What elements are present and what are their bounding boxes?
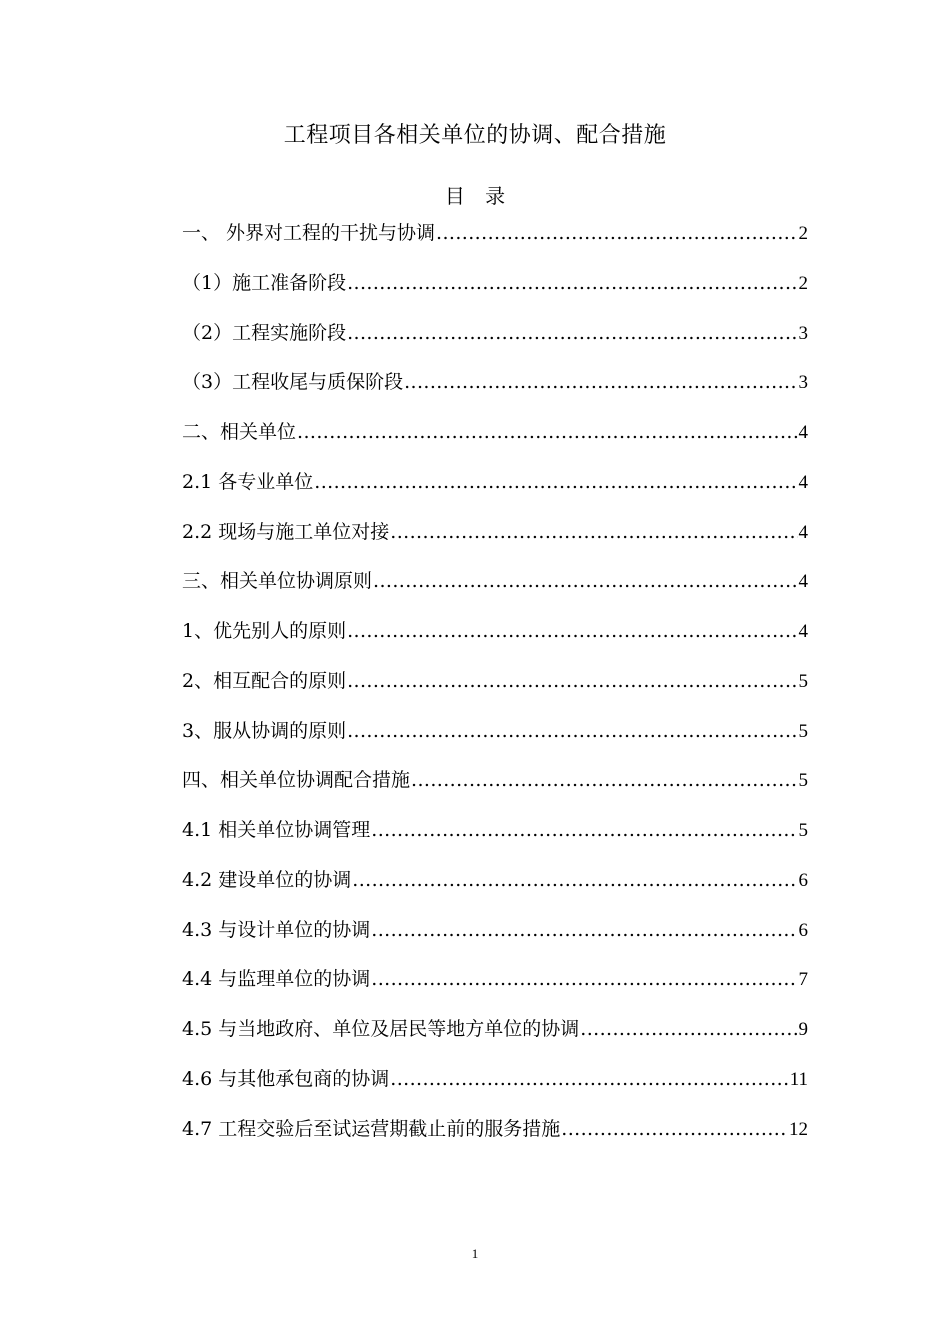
toc-entry[interactable] <box>182 915 808 965</box>
toc-entry[interactable] <box>182 517 808 567</box>
toc-entry-page: 11 <box>789 1068 808 1090</box>
toc-dot-leader <box>352 869 797 891</box>
toc-dot-leader <box>371 919 797 941</box>
table-of-contents <box>182 218 808 1163</box>
toc-entry-label: 4.6 与其他承包商的协调 <box>182 1067 390 1090</box>
toc-entry-label: 一、 外界对工程的干扰与协调 <box>182 222 436 244</box>
toc-dot-leader <box>404 371 797 393</box>
toc-entry-page: 9 <box>798 1019 808 1040</box>
toc-entry-page: 4 <box>798 571 808 593</box>
toc-dot-leader <box>371 819 797 841</box>
toc-entry[interactable] <box>182 964 808 1014</box>
toc-dot-leader <box>411 769 797 791</box>
toc-dot-leader <box>390 521 797 543</box>
toc-entry-label: 4.4 与监理单位的协调 <box>182 968 371 991</box>
document-title: 工程项目各相关单位的协调、配合措施 <box>283 123 667 148</box>
toc-entry-label: 三、相关单位协调原则 <box>182 570 373 593</box>
toc-heading: 目 录 <box>444 184 506 208</box>
toc-entry-label: 4.3 与设计单位的协调 <box>182 918 371 941</box>
toc-entry-page: 6 <box>798 919 808 941</box>
toc-entry-page: 2 <box>798 223 808 244</box>
toc-entry-label: 2.1 各专业单位 <box>182 470 314 493</box>
toc-entry[interactable] <box>182 716 808 766</box>
toc-entry[interactable] <box>182 1014 808 1064</box>
toc-entry[interactable] <box>182 616 808 666</box>
toc-entry-page: 6 <box>798 869 808 891</box>
toc-entry-page: 5 <box>798 770 808 792</box>
toc-entry-page: 4 <box>798 422 808 443</box>
toc-entry-label: 4.1 相关单位协调管理 <box>182 819 371 841</box>
toc-dot-leader <box>347 322 797 344</box>
toc-entry[interactable] <box>182 765 808 815</box>
toc-entry[interactable] <box>182 417 808 467</box>
toc-dot-leader <box>436 222 797 244</box>
toc-entry-label: 二、相关单位 <box>182 421 297 443</box>
toc-entry-page: 7 <box>798 969 808 991</box>
toc-dot-leader <box>371 968 797 990</box>
toc-entry-label: （3）工程收尾与质保阶段 <box>182 371 404 394</box>
toc-entry-page: 12 <box>789 1118 808 1140</box>
toc-entry[interactable] <box>182 666 808 716</box>
toc-entry[interactable] <box>182 268 808 318</box>
toc-entry-label: 4.2 建设单位的协调 <box>182 868 352 891</box>
toc-dot-leader <box>347 720 797 742</box>
toc-entry-label: 2、相互配合的原则 <box>182 669 347 692</box>
toc-entry-label: 4.7 工程交验后至试运营期截止前的服务措施 <box>182 1117 561 1140</box>
toc-entry-label: 3、服从协调的原则 <box>182 719 347 742</box>
toc-entry-page: 3 <box>798 372 808 394</box>
toc-entry[interactable] <box>182 318 808 368</box>
toc-dot-leader <box>314 471 797 493</box>
toc-entry-page: 5 <box>798 820 808 841</box>
toc-entry-label: （1）施工准备阶段 <box>182 271 347 294</box>
toc-dot-leader <box>347 272 797 294</box>
toc-entry[interactable] <box>182 566 808 616</box>
toc-entry-page: 3 <box>798 322 808 344</box>
toc-entry[interactable] <box>182 815 808 865</box>
toc-entry-label: 4.5 与当地政府、单位及居民等地方单位的协调 <box>182 1018 580 1040</box>
toc-dot-leader <box>373 570 797 592</box>
toc-entry[interactable] <box>182 1064 808 1114</box>
toc-entry-label: 四、相关单位协调配合措施 <box>182 769 411 792</box>
toc-entry-page: 5 <box>798 720 808 742</box>
toc-entry[interactable] <box>182 218 808 268</box>
page-number: 1 <box>471 1246 479 1261</box>
toc-entry-page: 4 <box>798 471 808 493</box>
toc-entry-label: 2.2 现场与施工单位对接 <box>182 520 390 543</box>
toc-entry-page: 5 <box>798 670 808 692</box>
toc-entry[interactable] <box>182 865 808 915</box>
toc-entry-page: 4 <box>798 521 808 543</box>
toc-entry[interactable] <box>182 1114 808 1164</box>
toc-entry[interactable] <box>182 467 808 517</box>
toc-entry-label: 1、优先别人的原则 <box>182 620 347 642</box>
toc-entry[interactable] <box>182 367 808 417</box>
toc-entry-page: 2 <box>798 272 808 294</box>
toc-entry-page: 4 <box>798 621 808 642</box>
toc-dot-leader <box>297 421 797 443</box>
toc-dot-leader <box>347 670 797 692</box>
toc-dot-leader <box>390 1068 788 1090</box>
toc-dot-leader <box>347 620 797 642</box>
toc-dot-leader <box>561 1118 788 1140</box>
toc-dot-leader <box>580 1018 797 1040</box>
toc-entry-label: （2）工程实施阶段 <box>182 321 347 344</box>
